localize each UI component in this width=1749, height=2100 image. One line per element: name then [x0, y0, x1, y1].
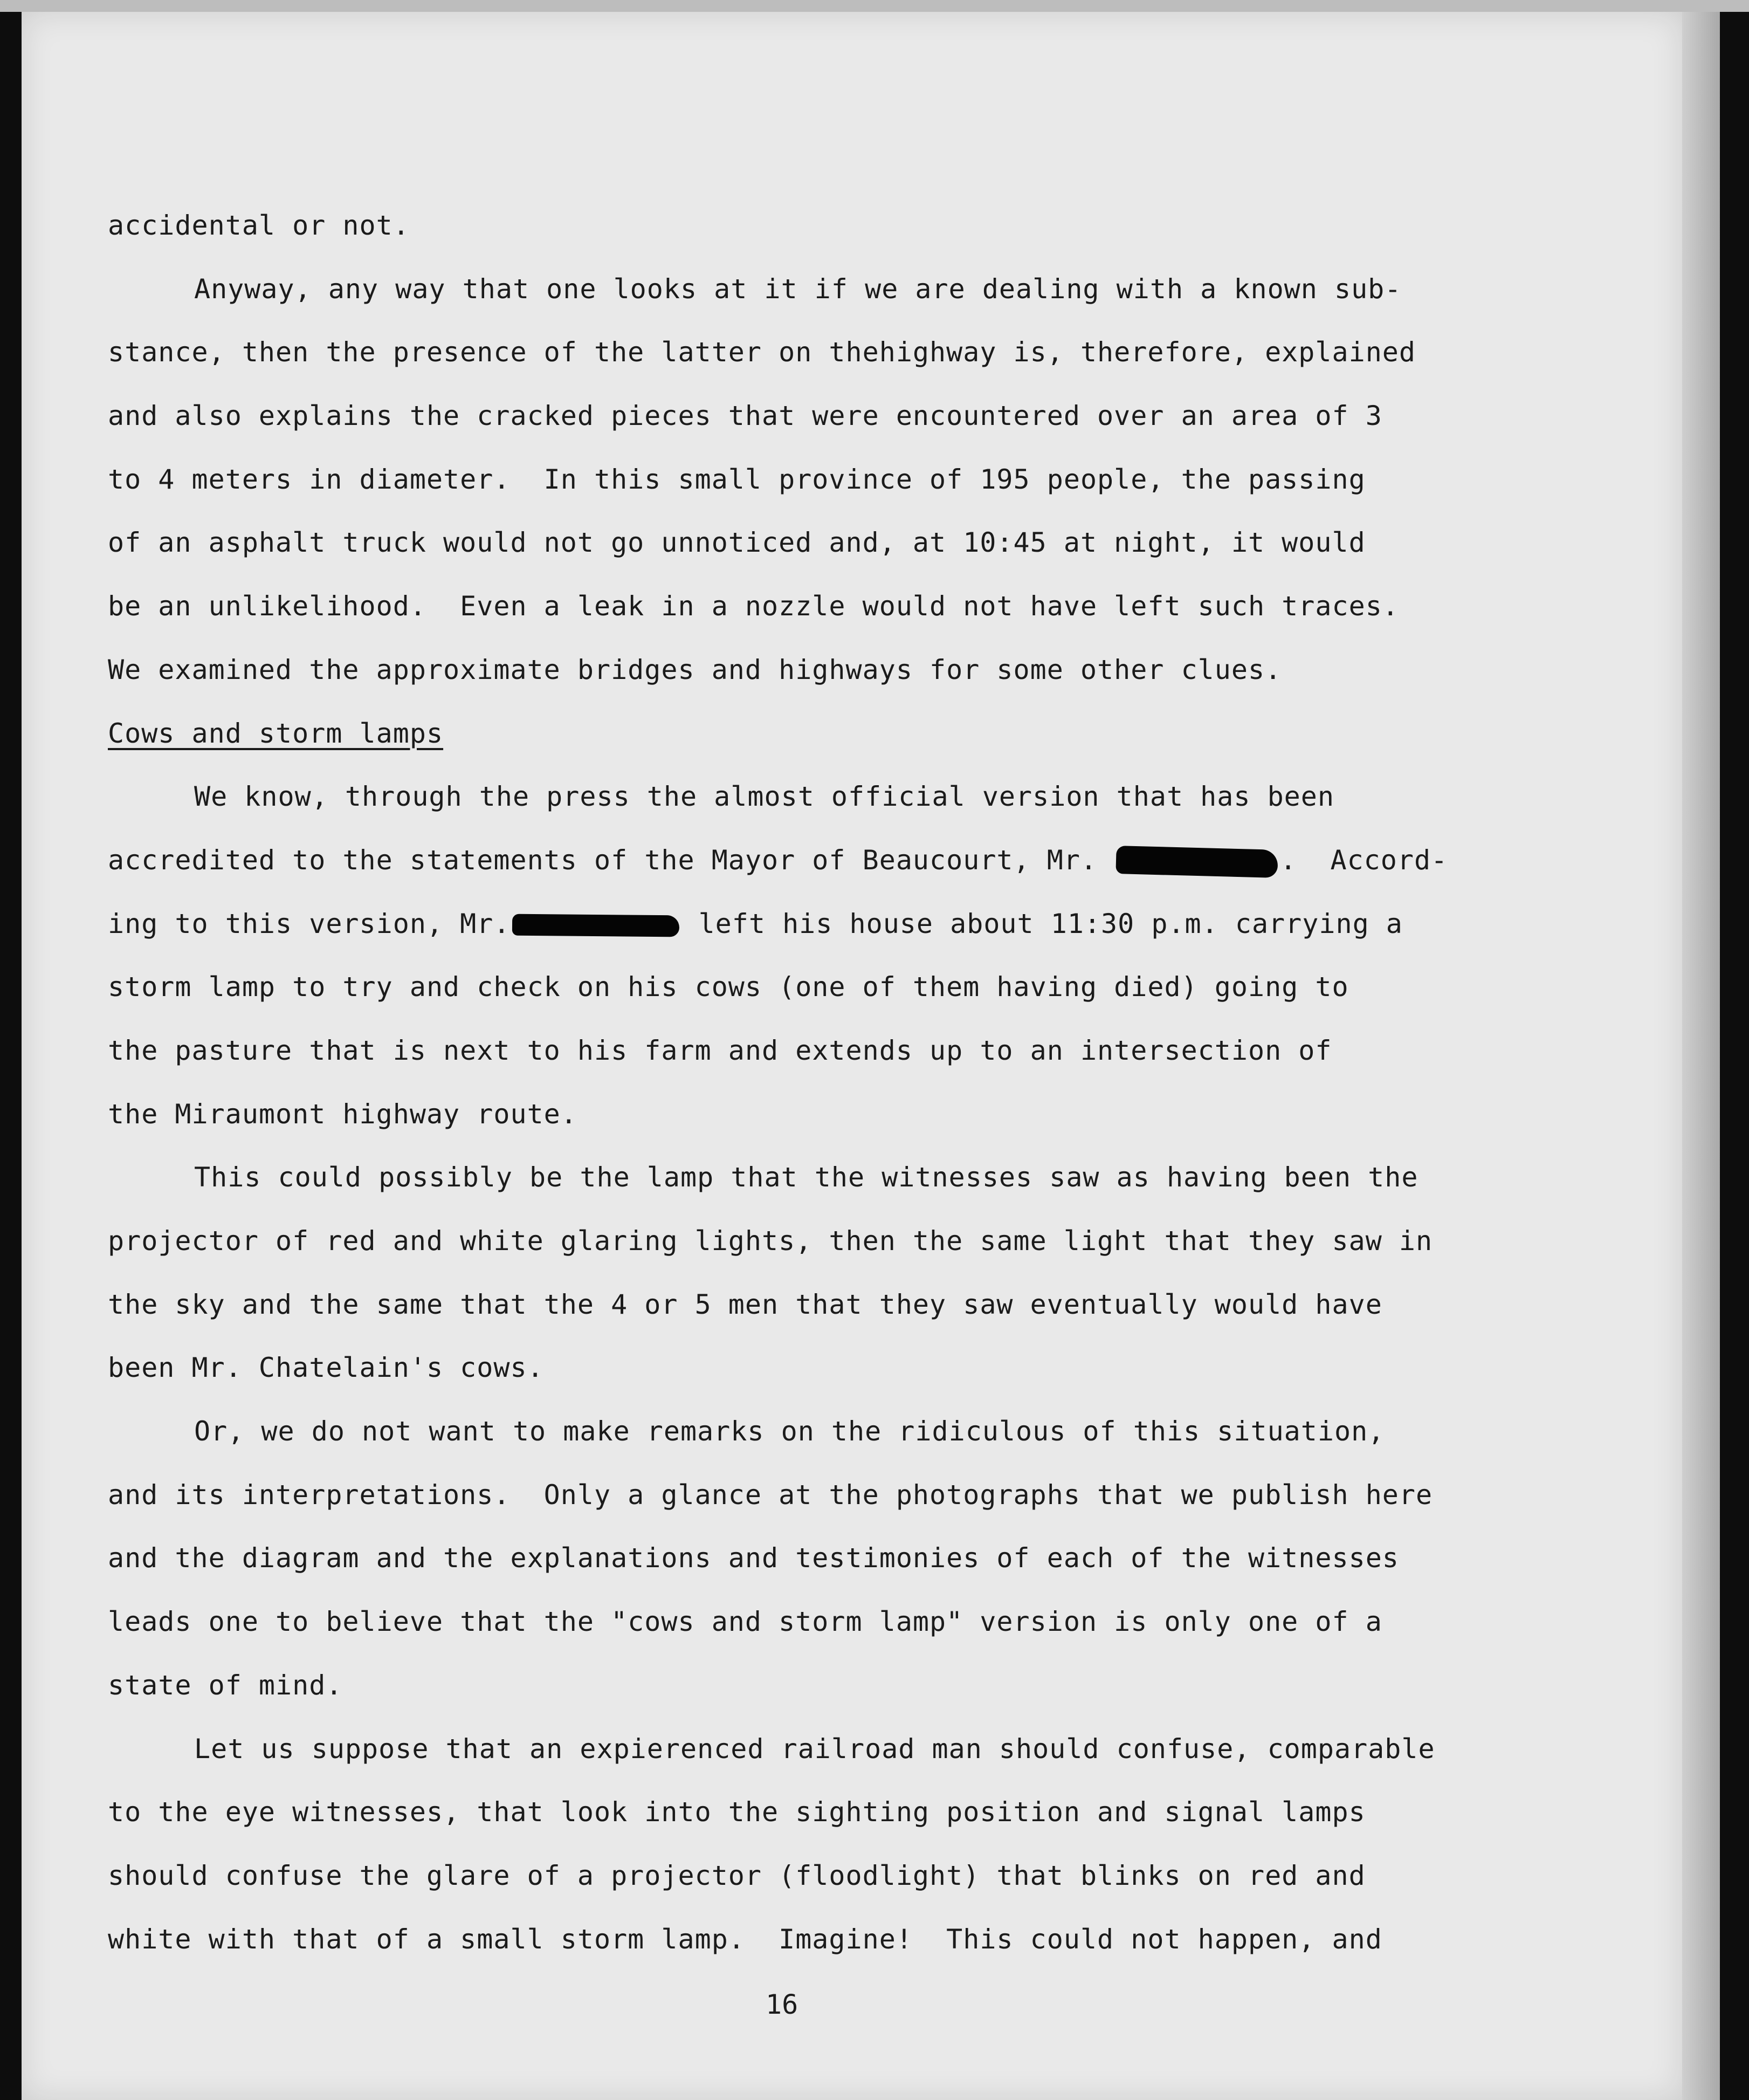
text-line: and also explains the cracked pieces that were encountered over an area of 3: [108, 400, 1382, 432]
page-right-edge: [1682, 12, 1720, 2100]
text-line: Let us suppose that an expierenced railroad man should confuse, comparable: [194, 1733, 1435, 1765]
text-line: been Mr. Chatelain's cows.: [108, 1352, 544, 1384]
section-heading: [108, 702, 1499, 766]
text-segment: . Accord-: [1280, 844, 1448, 876]
text-line: We examined the approximate bridges and highways for some other clues.: [108, 654, 1282, 685]
text-line: We know, through the press the almost official version that has been: [194, 781, 1334, 813]
redaction-mark: [1116, 846, 1278, 878]
text-line: white with that of a small storm lamp. Imagine! This could not happen, and: [108, 1923, 1382, 1955]
text-segment: ing to this version, Mr.: [108, 908, 511, 939]
document-body: [108, 194, 1499, 1971]
redaction-mark: [512, 914, 679, 937]
text-line: the pasture that is next to his farm and extends up to an intersection of: [108, 1034, 1332, 1066]
text-line: projector of red and white glaring lights, then the same light that they saw in: [108, 1225, 1433, 1257]
text-line: stance, then the presence of the latter on thehighway is, therefore, explained: [108, 337, 1416, 368]
text-line: Anyway, any way that one looks at it if we are dealing with a known sub-: [194, 273, 1402, 305]
text-line: to the eye witnesses, that look into the sighting position and signal lamps: [108, 1796, 1366, 1828]
text-line: and its interpretations. Only a glance at the photographs that we publish here: [108, 1479, 1433, 1511]
text-line: the sky and the same that the 4 or 5 men that they saw eventually would have: [108, 1288, 1382, 1320]
text-line: to 4 meters in diameter. In this small province of 195 people, the passing: [108, 463, 1366, 495]
film-top-edge: [0, 0, 1749, 12]
text-line: of an asphalt truck would not go unnoticed and, at 10:45 at night, it would: [108, 527, 1366, 559]
text-line: [108, 893, 1499, 956]
text-segment: left his house about 11:30 p.m. carrying a: [681, 908, 1403, 939]
text-line: and the diagram and the explanations and testimonies of each of the witnesses: [108, 1542, 1399, 1574]
text-line: the Miraumont highway route.: [108, 1098, 577, 1130]
text-line: be an unlikelihood. Even a leak in a nozzle would not have left such traces.: [108, 591, 1399, 622]
text-line: state of mind.: [108, 1669, 343, 1701]
text-line: Or, we do not want to make remarks on the ridiculous of this situation,: [194, 1416, 1385, 1447]
text-line: This could possibly be the lamp that the witnesses saw as having been the: [194, 1162, 1419, 1193]
text-line: should confuse the glare of a projector (floodlight) that blinks on red and: [108, 1859, 1366, 1891]
text-line: storm lamp to try and check on his cows (one of them having died) going to: [108, 971, 1349, 1003]
text-line: accidental or not.: [108, 210, 410, 241]
section-heading-text: Cows and storm lamps: [108, 717, 444, 749]
text-line: leads one to believe that the "cows and storm lamp" version is only one of a: [108, 1606, 1382, 1638]
page-number: 16: [766, 1989, 798, 2020]
text-segment: accredited to the statements of the Mayor of Beaucourt, Mr.: [108, 844, 1114, 876]
text-line: [108, 829, 1499, 893]
